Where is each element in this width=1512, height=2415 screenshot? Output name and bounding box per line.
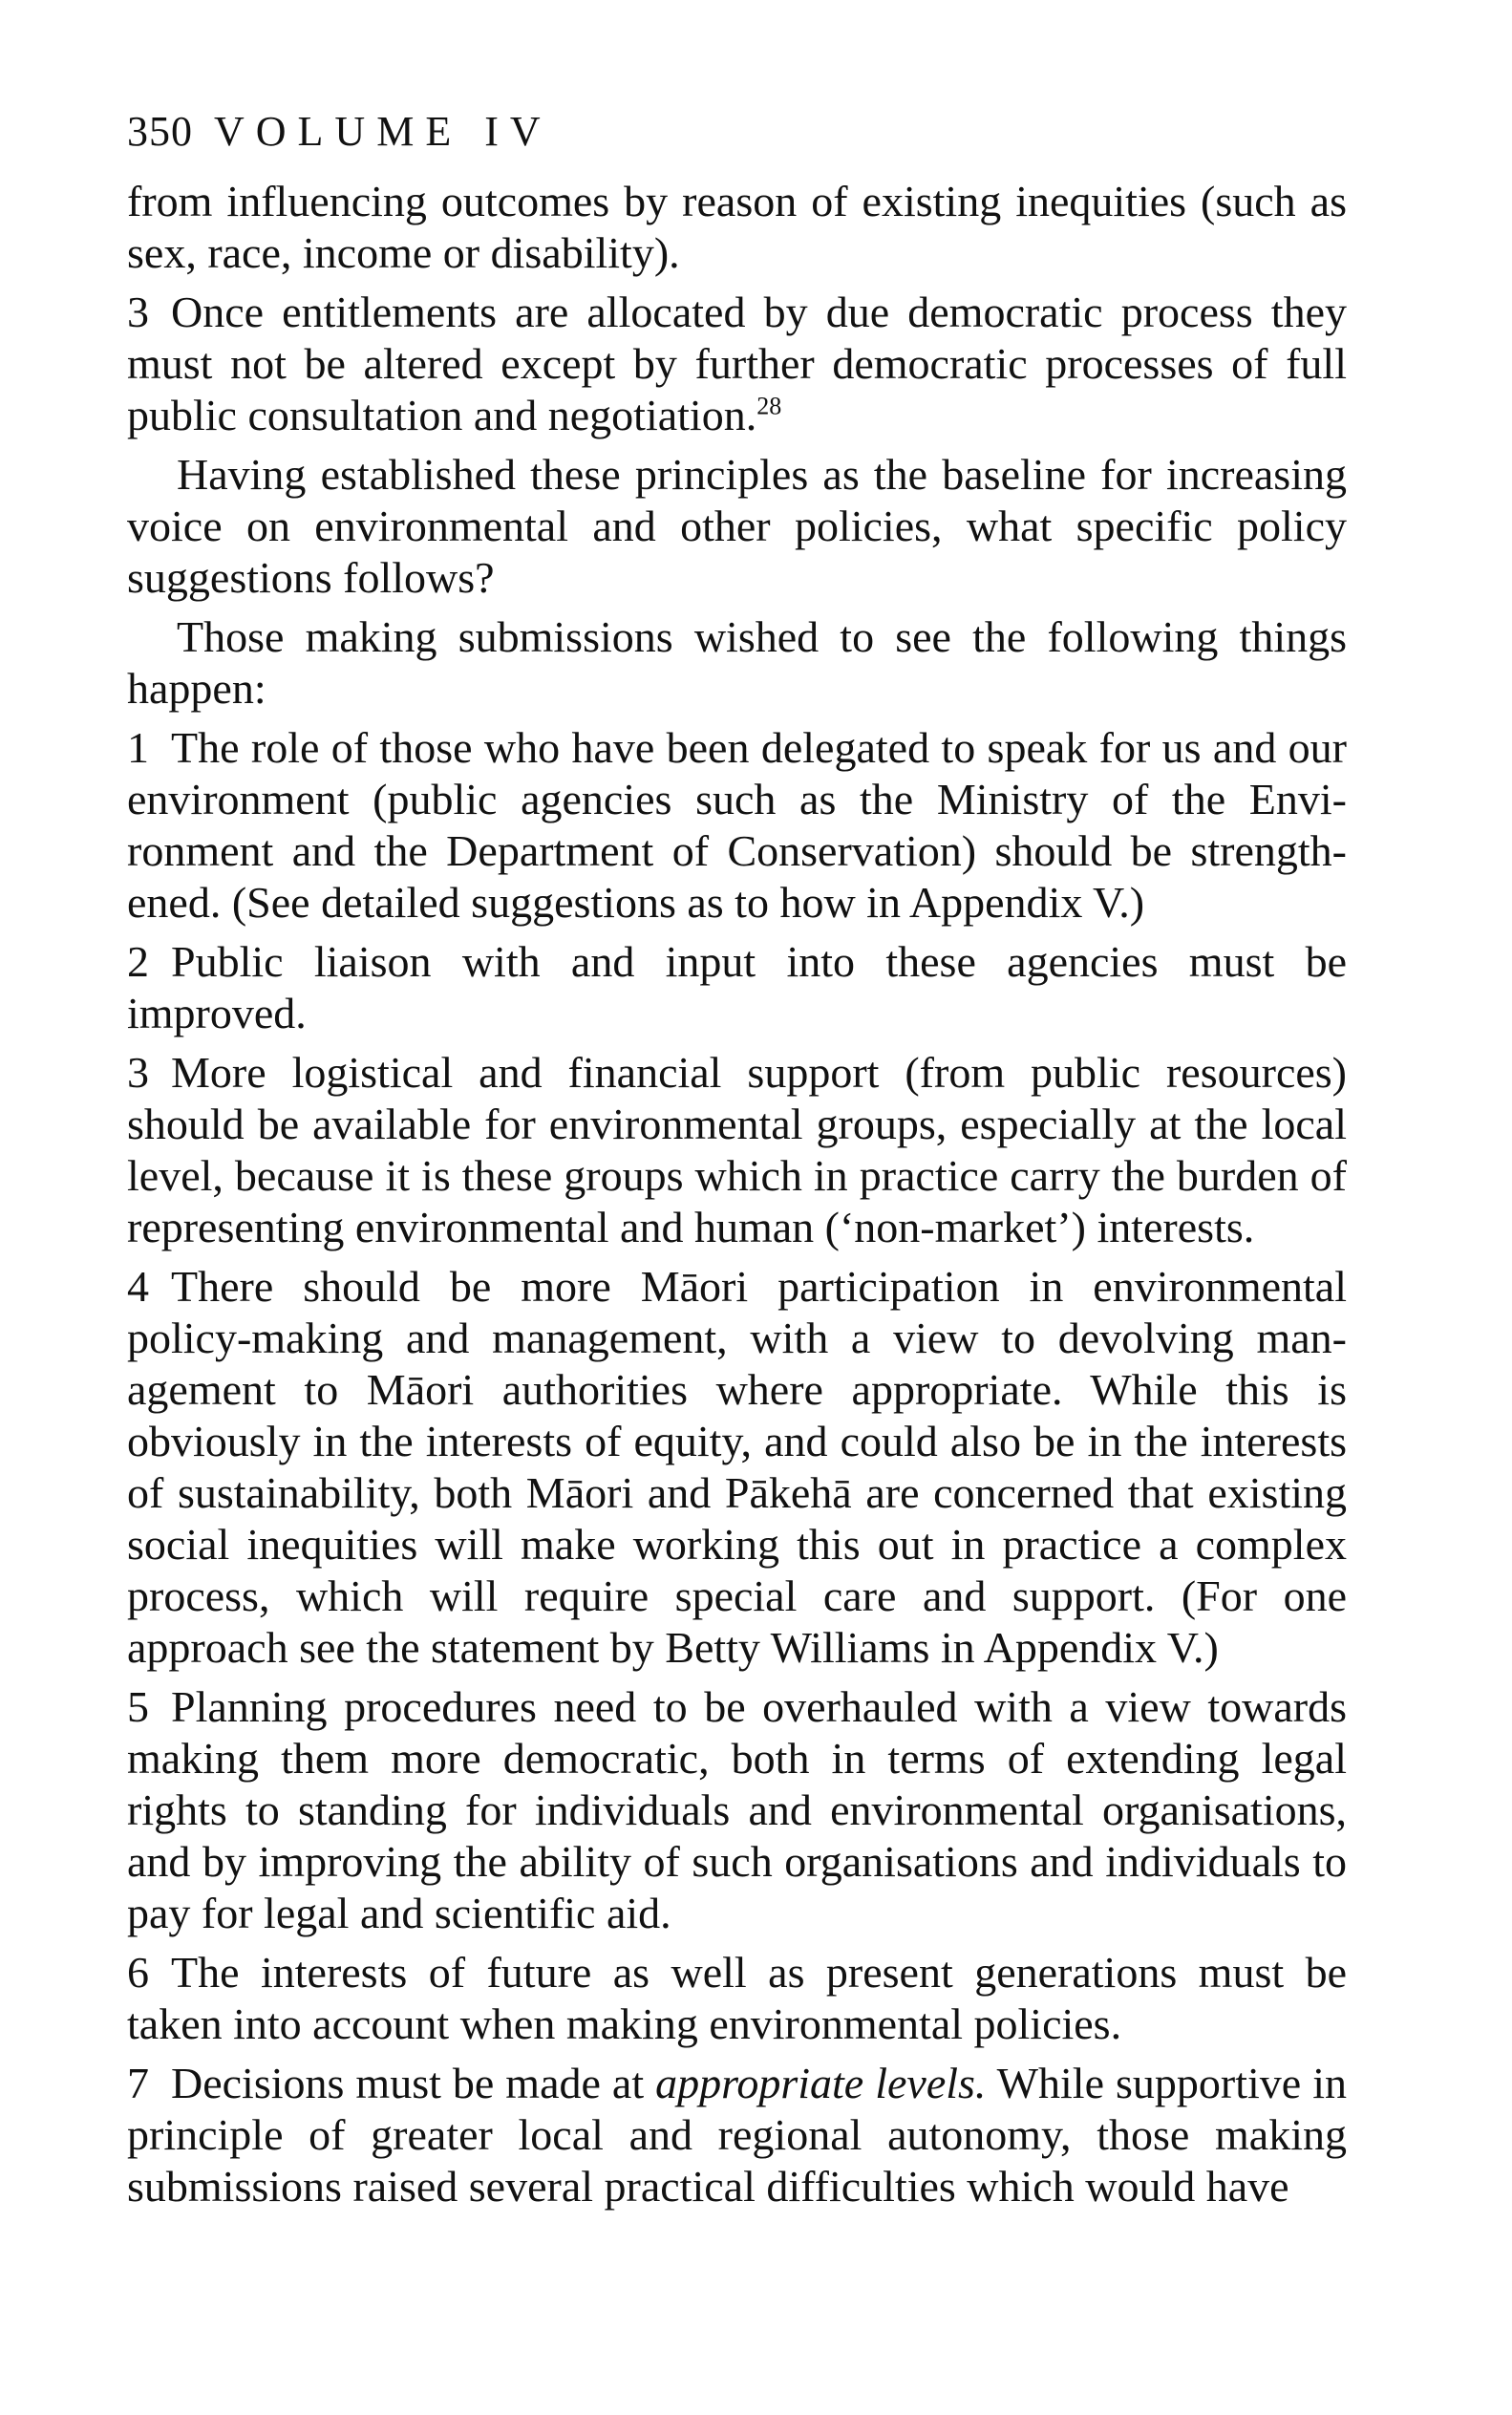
page (127, 107, 1347, 2220)
list-number: 6 (127, 1948, 149, 1997)
list-number: 4 (127, 1262, 149, 1311)
list-text: Planning procedures need to be overhauled with a view towards making them more democratic, both in terms of extending legal rights to standing for individuals and environmental organisations, and by improving the ability of such organisations and individuals to pay for legal and scientific aid. (127, 1682, 1347, 1937)
emphasis: appropriate levels. (655, 2059, 987, 2107)
list-item-4 (127, 1261, 1347, 1674)
list-number: 3 (127, 1048, 149, 1097)
list-item-7 (127, 2058, 1347, 2212)
list-text: The role of those who have been delegated to speak for us and our environment (public agencies such as the Ministry of the Environment and the Department of Conservation) should be strengthened. (See detailed suggestions as to how in Appendix V.) (127, 723, 1347, 927)
list-item-3 (127, 1047, 1347, 1253)
list-text: Public liaison with and input into these agencies must be improved. (127, 937, 1347, 1037)
list-item-1 (127, 722, 1347, 929)
list-text: More logistical and financial support (from public resources) should be available for environmental groups, especially at the local level, because it is these groups which in practice carry the burden of representing environmental and human (‘non-market’) interests. (127, 1048, 1347, 1251)
paragraph-continued: from influencing outcomes by reason of existing inequities (such as sex, race, income or disability). (127, 177, 1347, 277)
list-number: 1 (127, 723, 149, 772)
footnote-ref: 28 (756, 392, 782, 420)
list-item-2 (127, 936, 1347, 1039)
list-number: 3 (127, 288, 149, 336)
list-text: While supportive in principle of greater local and regional autonomy, those making submissions raised several practical difficulties which would have (127, 2059, 1347, 2211)
paragraph: Having established these principles as the baseline for increasing voice on environmental and other policies, what specific policy suggestions follows? (127, 450, 1347, 602)
principle-3 (127, 287, 1347, 441)
list-number: 5 (127, 1682, 149, 1731)
list-item-6 (127, 1947, 1347, 2050)
volume-title: VOLUME IV (214, 108, 552, 155)
list-item-5 (127, 1681, 1347, 1939)
list-text: There should be more Māori participation in environmental policy-making and management, with a view to devolving management to Māori authorities where appropriate. While this is obviously in the interests of equity, and could also be in the interests of sustainability, both Māori and Pākehā are concerned that existing social inequities will make working this out in practice a complex process, which will require special care and support. (For one approach see the statement by Betty Williams in Appendix V.) (127, 1262, 1347, 1672)
page-number: 350 (127, 108, 193, 155)
body-text (127, 176, 1347, 2212)
paragraph: Those making submissions wished to see the following things happen: (127, 612, 1347, 713)
list-number: 7 (127, 2059, 149, 2107)
list-text: Decisions must be made at (171, 2059, 656, 2107)
list-text: Once entitlements are allocated by due democratic process they must not be altered except by further democratic processes of full public consultation and negotiation. (127, 288, 1347, 439)
list-number: 2 (127, 937, 149, 986)
list-text: The interests of future as well as present generations must be taken into account when making environmental policies. (127, 1948, 1347, 2048)
running-head (127, 107, 1347, 157)
